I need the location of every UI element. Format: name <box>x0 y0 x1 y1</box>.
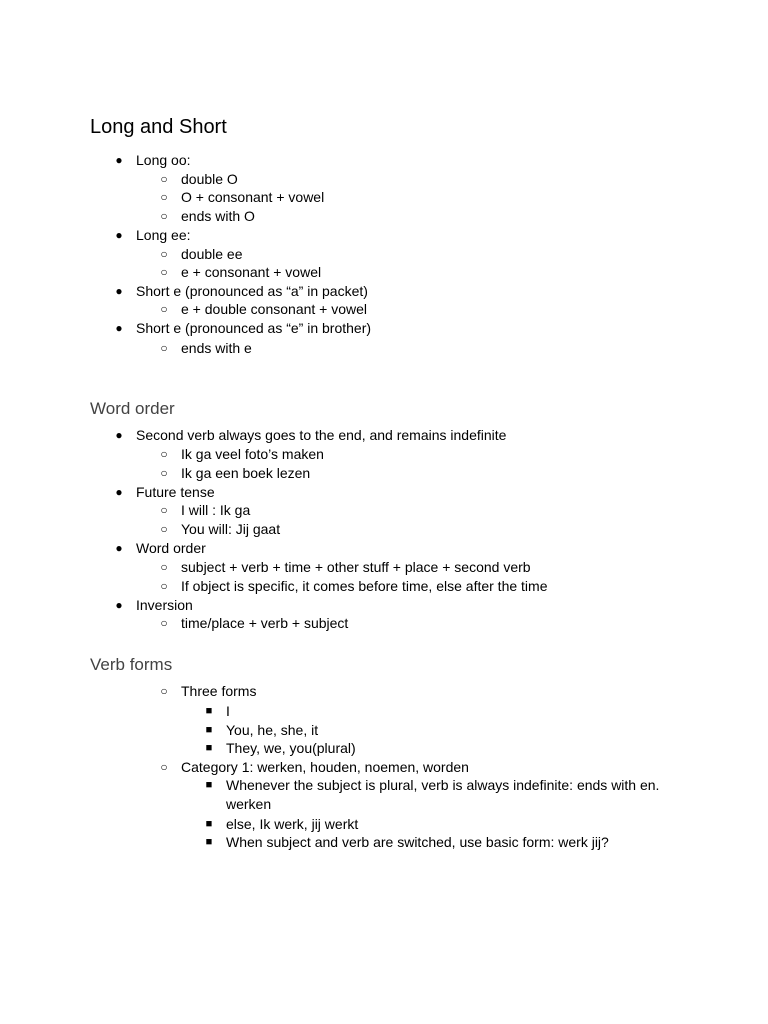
list-item: ● Second verb always goes to the end, and remains indefinite <box>136 426 506 444</box>
bullet-icon: ○ <box>160 522 168 536</box>
bullet-icon: ■ <box>205 818 213 830</box>
bullet-icon: ■ <box>205 724 213 736</box>
list-item: ■ Whenever the subject is plural, verb is always indefinite: ends with en. werken <box>226 776 666 814</box>
heading-long-and-short: Long and Short <box>90 116 227 138</box>
list-item: ● Inversion <box>136 596 193 614</box>
list-item: ■ I <box>226 702 230 720</box>
list-item: ○ If object is specific, it comes before time, else after the time <box>181 577 547 595</box>
list-item: ○ You will: Jij gaat <box>181 520 280 538</box>
list-item: ○ ends with O <box>181 207 255 225</box>
list-item: ○ O + consonant + vowel <box>181 188 324 206</box>
list-item: ○ Ik ga een boek lezen <box>181 464 310 482</box>
bullet-icon: ○ <box>160 560 168 574</box>
list-item: ■ When subject and verb are switched, use basic form: werk jij? <box>226 833 609 851</box>
list-item: ● Word order <box>136 539 206 557</box>
bullet-icon: ○ <box>160 209 168 223</box>
list-item: ● Future tense <box>136 483 215 501</box>
list-item: ● Short e (pronounced as “e” in brother) <box>136 319 371 337</box>
list-item: ○ ends with e <box>181 339 252 357</box>
bullet-icon: ○ <box>160 760 168 774</box>
list-item: ○ Category 1: werken, houden, noemen, worden <box>181 758 469 776</box>
list-item: ○ double O <box>181 170 238 188</box>
bullet-icon: ● <box>115 428 123 442</box>
bullet-icon: ○ <box>160 265 168 279</box>
bullet-icon: ■ <box>205 836 213 848</box>
list-item: ■ else, Ik werk, jij werkt <box>226 815 358 833</box>
list-item: ○ e + double consonant + vowel <box>181 300 367 318</box>
list-item: ○ e + consonant + vowel <box>181 263 321 281</box>
list-item: ■ You, he, she, it <box>226 721 318 739</box>
bullet-icon: ○ <box>160 172 168 186</box>
bullet-icon: ■ <box>205 779 213 791</box>
bullet-icon: ○ <box>160 616 168 630</box>
list-item: ○ time/place + verb + subject <box>181 614 348 632</box>
list-item: ● Long oo: <box>136 151 191 169</box>
list-item: ● Short e (pronounced as “a” in packet) <box>136 282 368 300</box>
bullet-icon: ● <box>115 598 123 612</box>
list-item: ○ Ik ga veel foto’s maken <box>181 445 324 463</box>
list-item: ○ double ee <box>181 245 243 263</box>
bullet-icon: ○ <box>160 302 168 316</box>
bullet-icon: ● <box>115 284 123 298</box>
bullet-icon: ● <box>115 541 123 555</box>
bullet-icon: ○ <box>160 503 168 517</box>
list-item: ○ Three forms <box>181 682 256 700</box>
bullet-icon: ○ <box>160 247 168 261</box>
bullet-icon: ○ <box>160 447 168 461</box>
bullet-icon: ○ <box>160 341 168 355</box>
bullet-icon: ○ <box>160 684 168 698</box>
bullet-icon: ● <box>115 485 123 499</box>
heading-verb-forms: Verb forms <box>90 655 173 674</box>
bullet-icon: ○ <box>160 579 168 593</box>
heading-word-order: Word order <box>90 399 175 418</box>
bullet-icon: ● <box>115 153 123 167</box>
bullet-icon: ■ <box>205 742 213 754</box>
bullet-icon: ● <box>115 228 123 242</box>
list-item: ● Long ee: <box>136 226 191 244</box>
bullet-icon: ○ <box>160 466 168 480</box>
bullet-icon: ○ <box>160 190 168 204</box>
list-item: ■ They, we, you(plural) <box>226 739 356 757</box>
bullet-icon: ■ <box>205 705 213 717</box>
list-item: ○ I will : Ik ga <box>181 501 250 519</box>
bullet-icon: ● <box>115 321 123 335</box>
list-item: ○ subject + verb + time + other stuff + place + second verb <box>181 558 531 576</box>
